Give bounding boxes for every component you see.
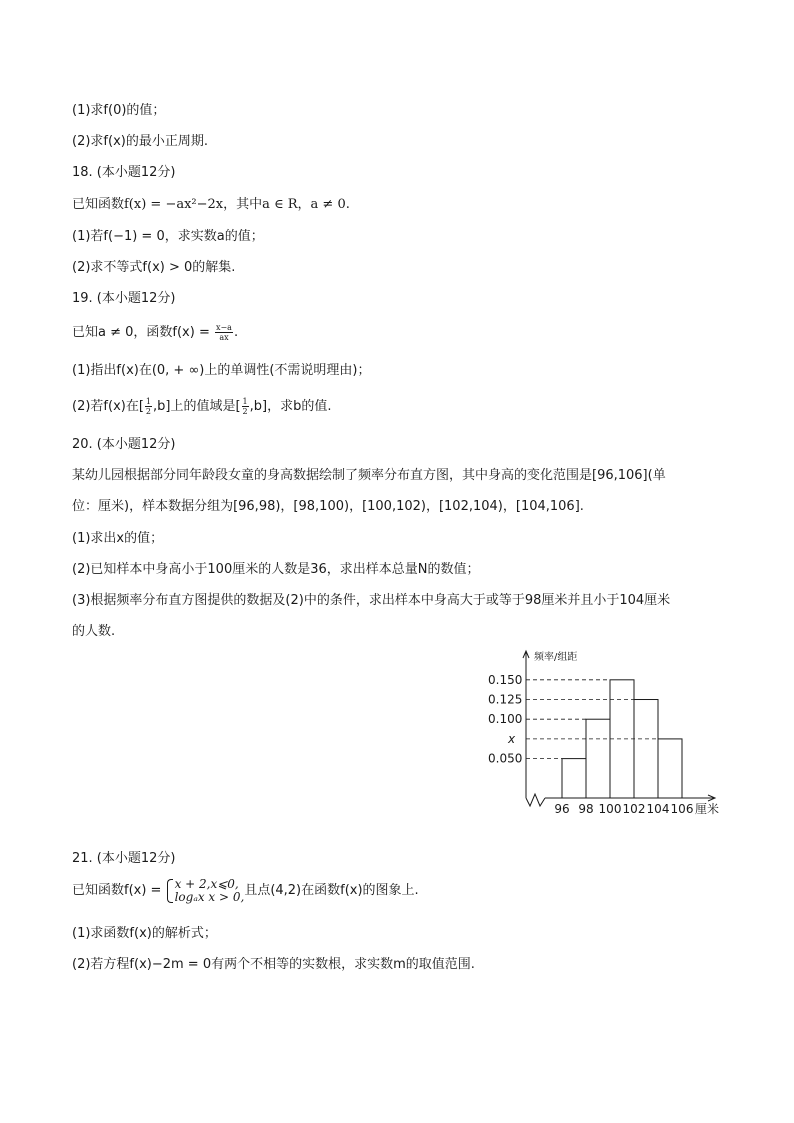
q19-title: 19. (本小题12分): [72, 291, 176, 306]
q21-stem-text: 已知函数f(x) =: [72, 883, 166, 898]
q21-case-1: x + 2,x⩽0,: [174, 876, 239, 891]
q19-part1: (1)指出f(x)在(0, + ∞)上的单调性(不需说明理由)；: [72, 363, 371, 378]
q18-stem: 已知函数f(x) = −ax²−2x，其中a ∈ R，a ≠ 0.: [72, 197, 350, 212]
fraction-numerator: 1: [145, 397, 151, 406]
y-tick-label: 0.050: [488, 751, 523, 766]
q19-part2-text: (2)若f(x)在[: [72, 399, 144, 414]
q19-fraction-denominator: ax: [219, 333, 229, 342]
q21-title: 21. (本小题12分): [72, 851, 176, 866]
q21-stem: [72, 876, 419, 906]
q19-stem-text: 已知a ≠ 0，函数f(x) =: [72, 325, 214, 340]
y-tick-label: x: [508, 731, 516, 746]
q17-part1: (1)求f(0)的值；: [72, 103, 166, 118]
q21-part1: (1)求函数f(x)的解析式；: [72, 926, 217, 941]
y-tick-label: 0.100: [488, 712, 523, 727]
x-axis-break: [526, 794, 545, 806]
x-tick-label: 106: [670, 802, 694, 816]
q21-part2: (2)若方程f(x)−2m = 0有两个不相等的实数根，求实数m的取值范围.: [72, 957, 475, 972]
q20-part3-line1: (3)根据频率分布直方图提供的数据及(2)中的条件，求出样本中身高大于或等于98厘米并且小于104厘米: [72, 593, 671, 608]
q18-title: 18. (本小题12分): [72, 165, 176, 180]
q18-part1: (1)若f(−1) = 0，求实数a的值；: [72, 229, 264, 244]
fraction-numerator: 1: [242, 397, 248, 406]
q19-part2-text-end: ,b]，求b的值.: [249, 399, 332, 414]
q21-case-2: logₐx x > 0,: [174, 889, 245, 904]
q17-part2: (2)求f(x)的最小正周期.: [72, 134, 208, 149]
q20-stem-line1: 某幼儿园根据部分同年龄段女童的身高数据绘制了频率分布直方图，其中身高的变化范围是[96,106](单: [72, 468, 666, 483]
histogram-bar: [562, 759, 586, 798]
fraction-denominator: 2: [145, 407, 151, 416]
q19-part2-fraction-1: [145, 397, 152, 416]
q19-stem-end: .: [233, 325, 239, 340]
frequency-histogram: [484, 646, 724, 822]
q18-part2: (2)求不等式f(x) > 0的解集.: [72, 260, 236, 275]
y-tick-label: 0.150: [488, 672, 523, 687]
y-tick-label: 0.125: [488, 692, 523, 707]
q20-stem-line2: 位：厘米)，样本数据分组为[96,98)，[98,100)，[100,102)，[102,104)，[104,106].: [72, 499, 584, 514]
y-axis-label: 频率/组距: [534, 652, 578, 663]
x-tick-label: 100: [598, 802, 622, 816]
q21-stem-end: 且点(4,2)在函数f(x)的图象上.: [244, 883, 419, 898]
x-tick-label: 104: [646, 802, 670, 816]
q19-fraction: [215, 323, 233, 342]
histogram-bar: [586, 719, 610, 798]
q19-part2-fraction-2: [242, 397, 249, 416]
q20-part3-line2: 的人数.: [72, 624, 116, 639]
q19-part2-text-mid: ,b]上的值域是[: [153, 399, 241, 414]
q20-part1: (1)求出x的值；: [72, 531, 164, 546]
x-tick-label: 96: [554, 802, 570, 816]
histogram-bar: [634, 700, 658, 798]
x-axis-label: 厘米: [695, 802, 720, 816]
q21-piecewise: [166, 878, 245, 904]
q20-part2: (2)已知样本中身高小于100厘米的人数是36，求出样本总量N的数值；: [72, 562, 480, 577]
histogram-bar: [658, 739, 682, 798]
x-tick-label: 102: [622, 802, 646, 816]
fraction-denominator: 2: [242, 407, 248, 416]
q20-title: 20. (本小题12分): [72, 437, 176, 452]
q19-fraction-numerator: x−a: [215, 323, 232, 332]
x-tick-label: 98: [578, 802, 594, 816]
q19-stem: [72, 322, 238, 344]
q19-part2: [72, 396, 331, 418]
